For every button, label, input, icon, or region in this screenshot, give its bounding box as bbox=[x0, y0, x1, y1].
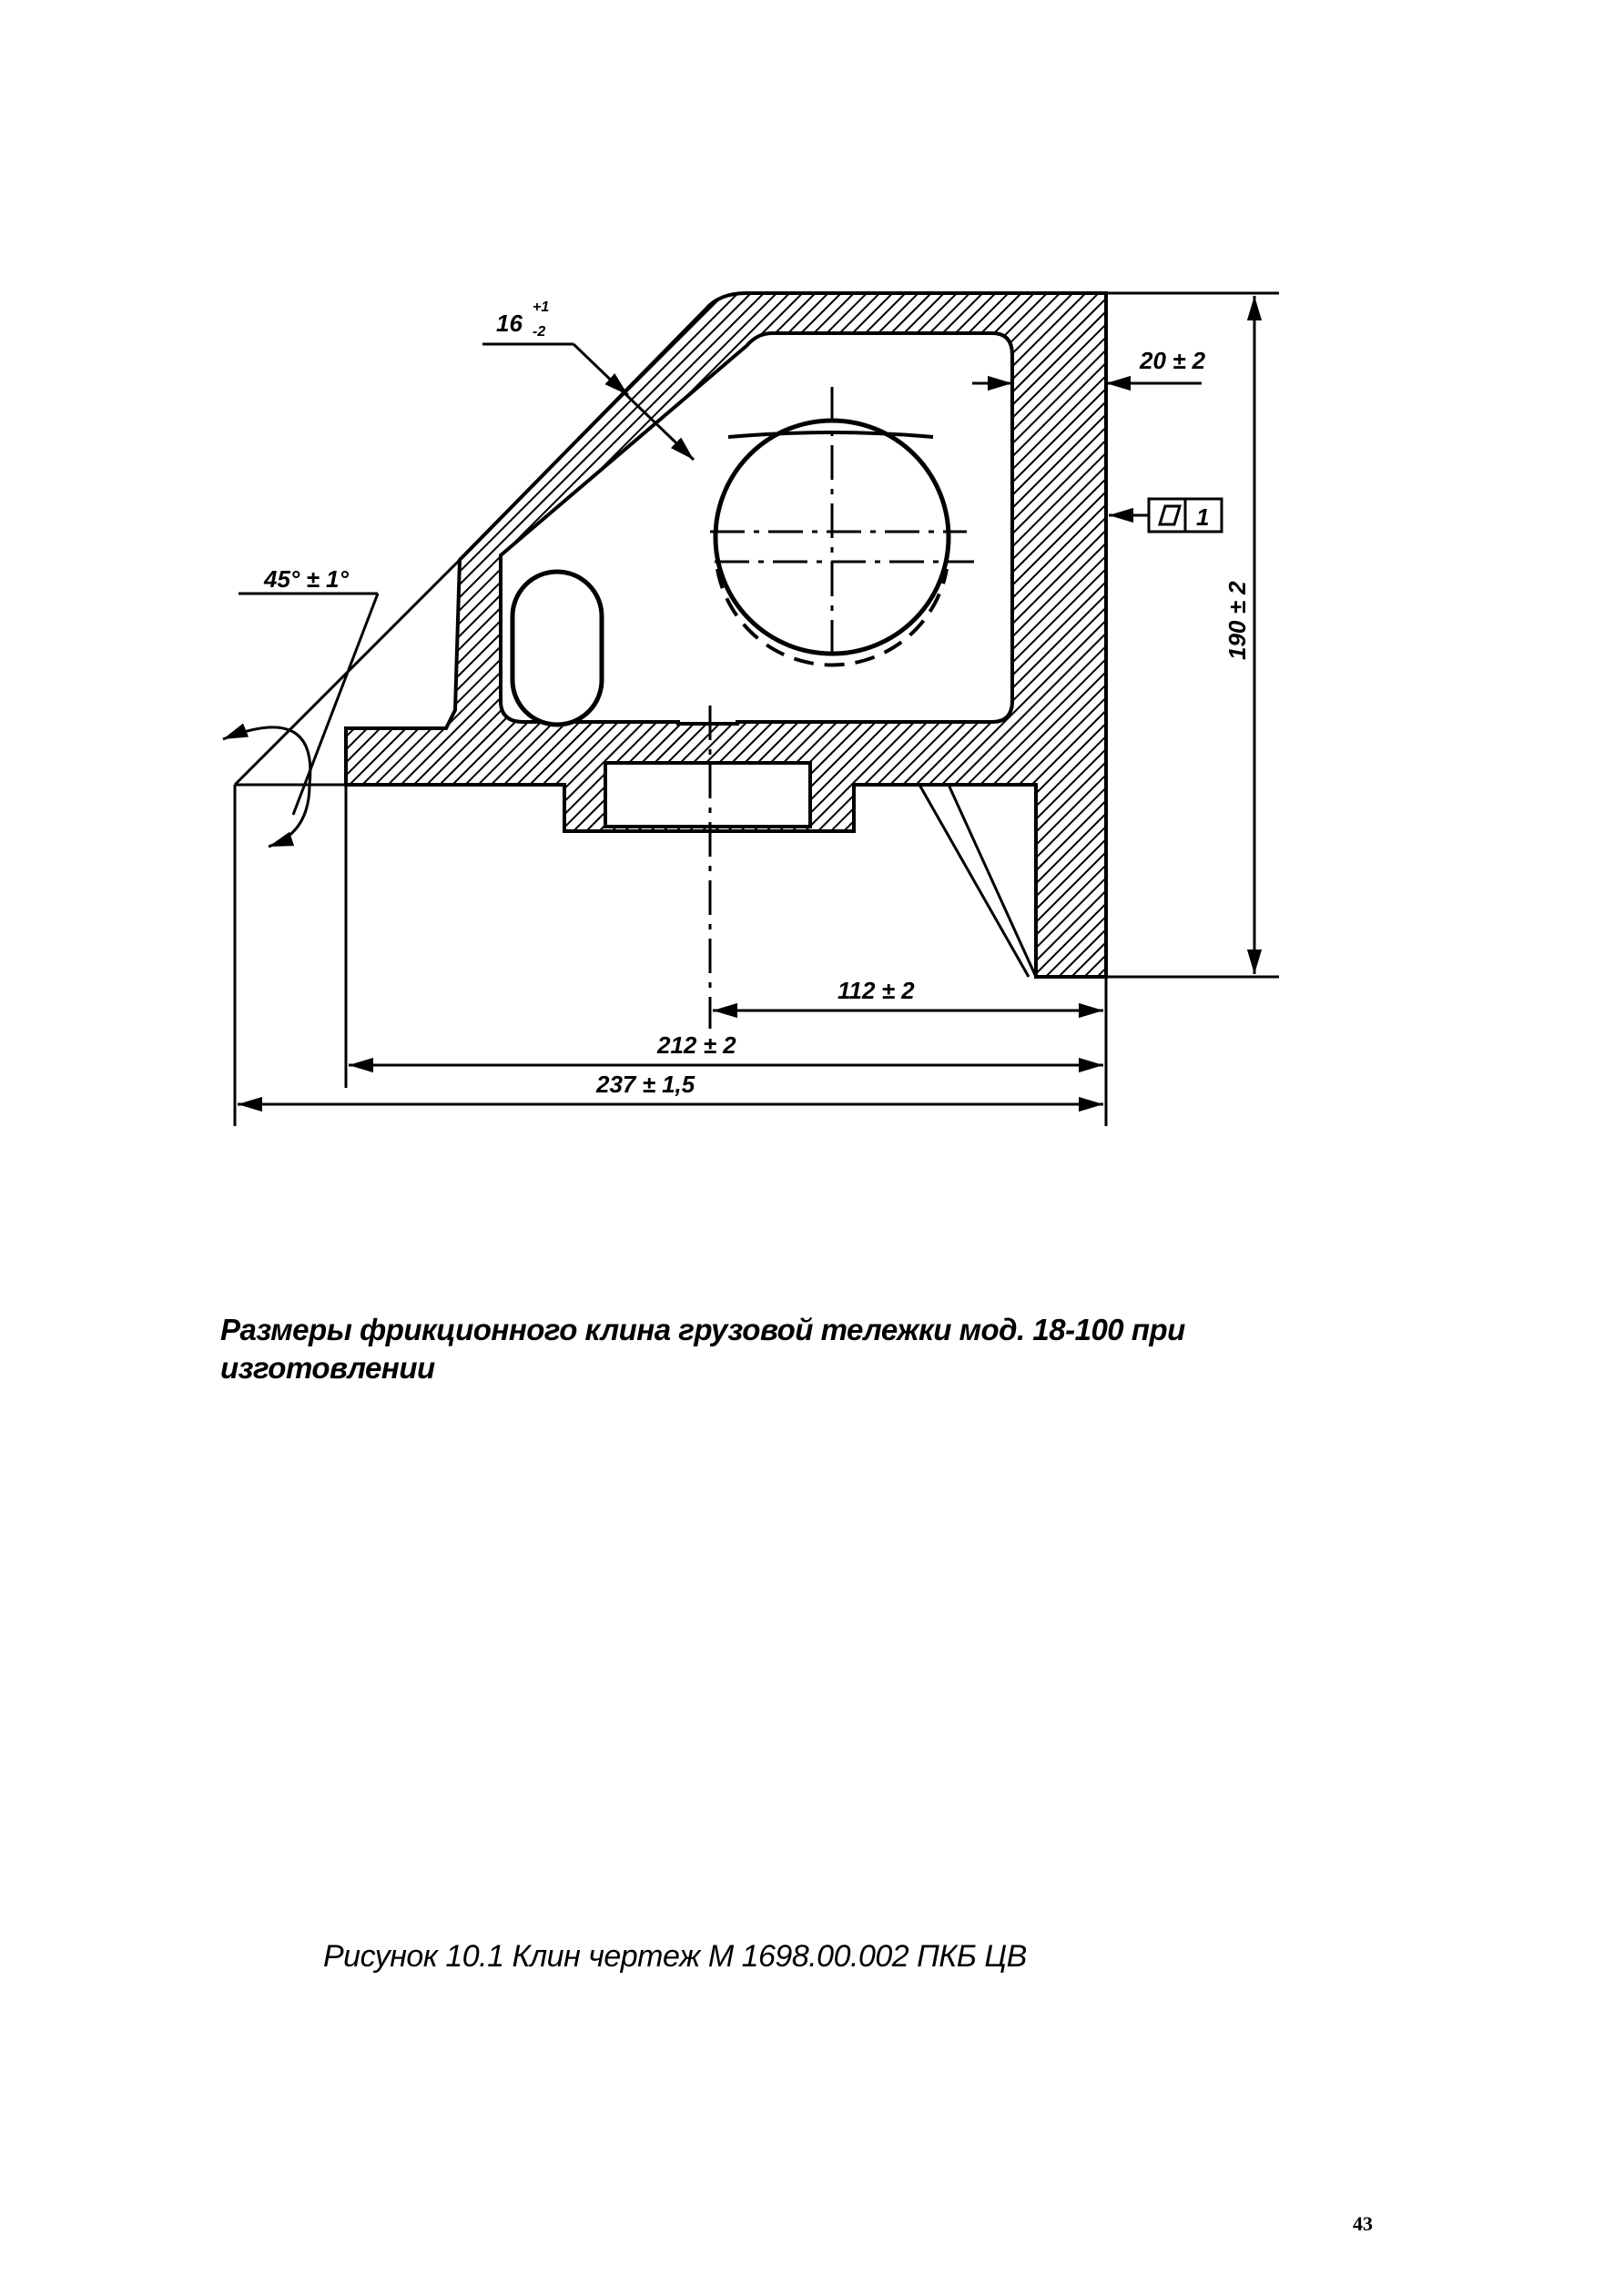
figure-title: Рисунок 10.1 Клин чертеж М 1698.00.002 ПКБ ЦВ bbox=[323, 1939, 1027, 1974]
right-wall-dim-label: 20 ± 2 bbox=[1140, 347, 1206, 374]
dim-212-label: 212 ± 2 bbox=[657, 1031, 736, 1059]
drawing-caption: Размеры фрикционного клина грузовой тележки мод. 18-100 при изготовлении bbox=[220, 1313, 1185, 1385]
thickness-dim-label: 16 bbox=[496, 310, 523, 337]
angle-dim-label: 45° ± 1° bbox=[264, 565, 349, 593]
thickness-tol-lower: -2 bbox=[533, 324, 546, 340]
wedge-section bbox=[346, 293, 1106, 977]
thickness-tol-upper: +1 bbox=[533, 300, 550, 315]
dim-112-label: 112 ± 2 bbox=[837, 977, 915, 1004]
flatness-value: 1 bbox=[1196, 503, 1210, 531]
dim-237-label: 237 ± 1,5 bbox=[596, 1071, 695, 1098]
oval-slot bbox=[513, 572, 602, 725]
page-number: 43 bbox=[1353, 2212, 1373, 2235]
height-dim-label: 190 ± 2 bbox=[1223, 581, 1251, 660]
